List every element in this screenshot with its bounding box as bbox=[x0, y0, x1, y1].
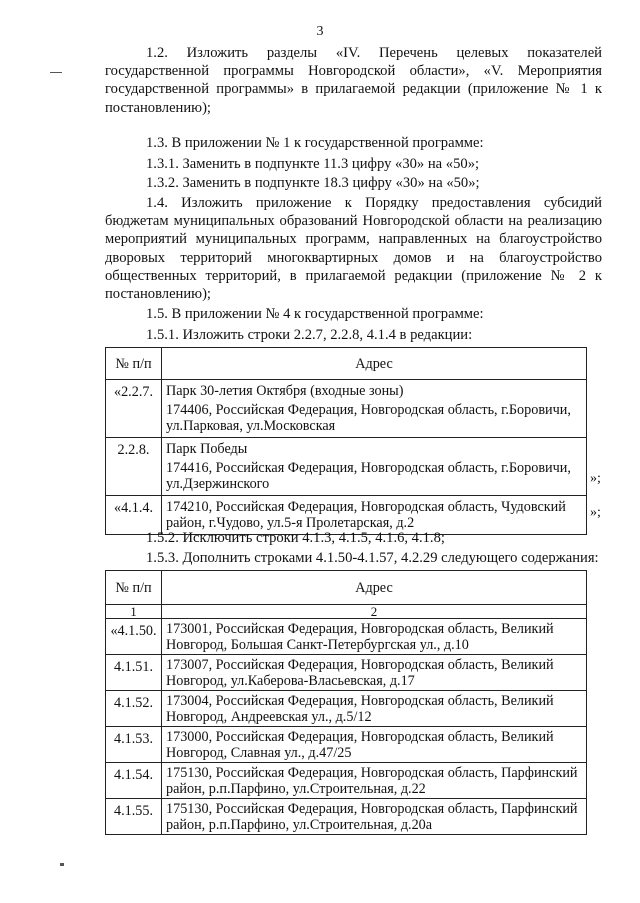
column-index: 1 bbox=[106, 605, 162, 619]
paragraph-1-5-1: 1.5.1. Изложить строки 2.2.7, 2.2.8, 4.1.4 в редакции: bbox=[146, 327, 473, 343]
paragraph-1-3-1: 1.3.1. Заменить в подпункте 11.3 цифру «30» на «50»; bbox=[146, 156, 480, 172]
object-address: 173007, Российская Федерация, Новгородская область, Великий Новгород, ул.Каберова-Власьевская, д.17 bbox=[162, 655, 587, 691]
header-number: № п/п bbox=[106, 571, 162, 605]
table-row bbox=[106, 691, 587, 727]
paragraph-1-5-3: 1.5.3. Дополнить строками 4.1.50-4.1.57, 4.2.29 следующего содержания: bbox=[146, 550, 599, 566]
page-number: 3 bbox=[316, 24, 324, 39]
scan-speck bbox=[50, 72, 62, 73]
object-address: 173004, Российская Федерация, Новгородская область, Великий Новгород, Андреевская ул., д.5/12 bbox=[162, 691, 587, 727]
table-row bbox=[106, 727, 587, 763]
row-number: «4.1.50. bbox=[106, 619, 162, 655]
row-number: 4.1.55. bbox=[106, 799, 162, 835]
object-address: 174406, Российская Федерация, Новгородская область, г.Боровичи, ул.Парковая, ул.Московская bbox=[166, 402, 571, 434]
header-address: Адрес bbox=[162, 571, 587, 605]
row-number: «4.1.4. bbox=[106, 496, 162, 535]
object-name: Парк Победы bbox=[166, 441, 248, 457]
row-number: «2.2.7. bbox=[106, 380, 162, 438]
row-number: 4.1.52. bbox=[106, 691, 162, 727]
object-name: Парк 30-летия Октября (входные зоны) bbox=[166, 383, 404, 399]
scan-speck bbox=[60, 863, 64, 866]
paragraph-1-5: 1.5. В приложении № 4 к государственной программе: bbox=[146, 306, 484, 322]
row-number: 4.1.51. bbox=[106, 655, 162, 691]
table-row bbox=[106, 763, 587, 799]
object-address: 173000, Российская Федерация, Новгородская область, Великий Новгород, Славная ул., д.47/25 bbox=[162, 727, 587, 763]
closing-quote: »; bbox=[590, 471, 601, 486]
object-address: 174210, Российская Федерация, Новгородская область, Чудовский район, г.Чудово, ул.5-я Пролетарская, д.2 bbox=[166, 499, 566, 531]
object-address: 173001, Российская Федерация, Новгородская область, Великий Новгород, Большая Санкт-Петербургская ул., д.10 bbox=[162, 619, 587, 655]
table-row bbox=[106, 799, 587, 835]
row-number: 4.1.53. bbox=[106, 727, 162, 763]
paragraph-1-2: 1.2. Изложить разделы «IV. Перечень целевых показателей государственной программы Новгородской области», «V. Мероприятия государственной программы» в прилагаемой редакции (приложение № 1 к постановлению); bbox=[105, 45, 602, 116]
paragraph-1-5-2: 1.5.2. Исключить строки 4.1.3, 4.1.5, 4.1.6, 4.1.8; bbox=[146, 530, 445, 546]
row-number: 4.1.54. bbox=[106, 763, 162, 799]
table-row bbox=[106, 655, 587, 691]
header-address: Адрес bbox=[162, 348, 587, 380]
column-index: 2 bbox=[162, 605, 587, 619]
object-address: 175130, Российская Федерация, Новгородская область, Парфинский район, р.п.Парфино, ул.Строительная, д.22 bbox=[162, 763, 587, 799]
table-rows-replace bbox=[105, 347, 587, 535]
row-number: 2.2.8. bbox=[106, 438, 162, 496]
table-row bbox=[106, 438, 587, 496]
paragraph-1-3: 1.3. В приложении № 1 к государственной программе: bbox=[146, 135, 484, 151]
header-number: № п/п bbox=[106, 348, 162, 380]
table-row bbox=[106, 380, 587, 438]
paragraph-1-4: 1.4. Изложить приложение к Порядку предоставления субсидий бюджетам муниципальных образований Новгородской области на реализацию мероприятий муниципальных программ, направленных на благоустройство дворовых территорий многоквартирных домов и на благоустройство общественных территорий, в прилагаемой редакции (приложение № 2 к постановлению); bbox=[105, 195, 602, 303]
object-address: 174416, Российская Федерация, Новгородская область, г.Боровичи, ул.Дзержинского bbox=[166, 460, 571, 492]
paragraph-1-3-2: 1.3.2. Заменить в подпункте 18.3 цифру «30» на «50»; bbox=[146, 175, 480, 191]
table-rows-add bbox=[105, 570, 587, 835]
closing-quote: »; bbox=[590, 505, 601, 520]
table-row bbox=[106, 619, 587, 655]
object-address: 175130, Российская Федерация, Новгородская область, Парфинский район, р.п.Парфино, ул.Строительная, д.20а bbox=[162, 799, 587, 835]
